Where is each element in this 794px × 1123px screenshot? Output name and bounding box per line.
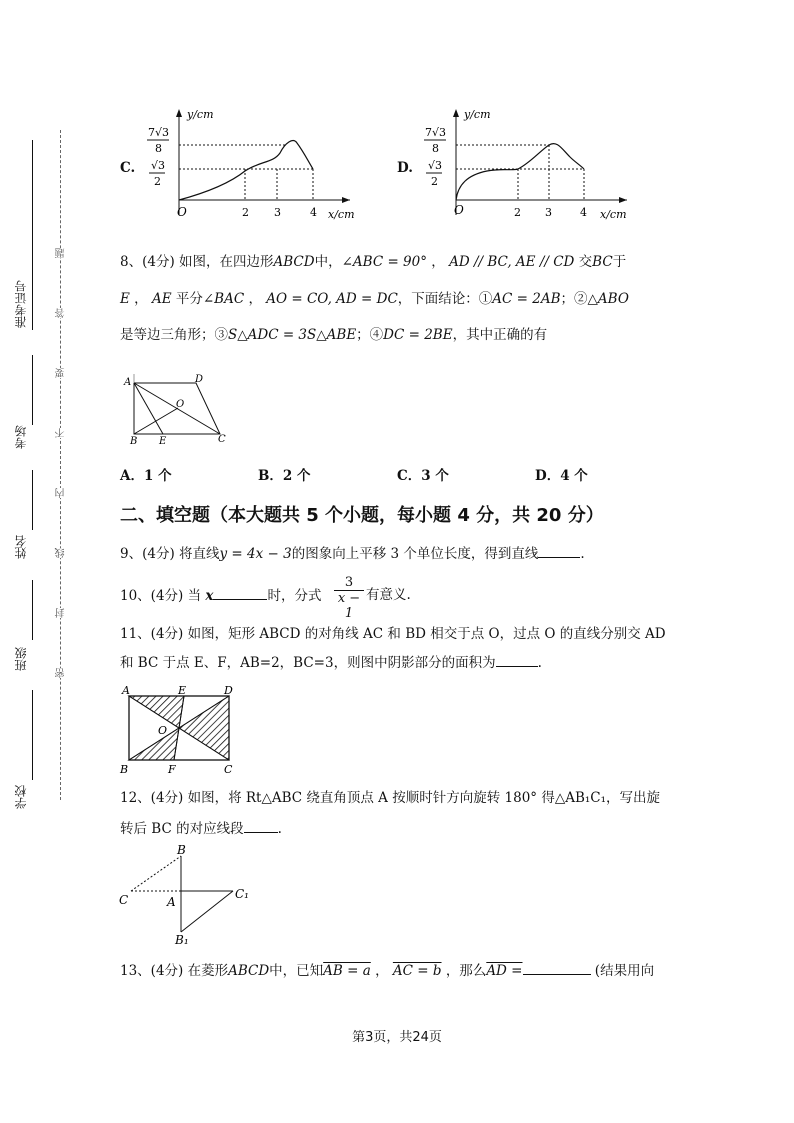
answer-blank[interactable]: [213, 585, 267, 600]
q10-math: x: [205, 588, 214, 604]
q8-math: ∠ABC = 90°: [341, 254, 427, 270]
q9-text: 的图象向上平移 3 个单位长度，得到直线: [291, 546, 539, 562]
q8-text: ，其中正确的有: [452, 327, 548, 343]
pt-label: B₁: [175, 933, 189, 947]
y-top-den: 8: [155, 142, 162, 155]
option-c-letter: C.: [120, 160, 136, 176]
q13-text: (结果用向: [594, 963, 655, 979]
q8-option-c: C．3 个: [397, 468, 449, 484]
q8-text: ；②: [560, 291, 588, 307]
q8-math: DC = 2BE: [383, 327, 453, 343]
sidebar-line: [32, 355, 33, 425]
q9-math: y = 4x − 3: [219, 546, 292, 562]
y-arrow: [176, 109, 182, 117]
y-mid-num: √3: [151, 159, 166, 172]
y-mid-num: √3: [428, 159, 443, 172]
q8-text: 中，: [314, 254, 342, 270]
sidebar-line: [32, 580, 33, 640]
pt-label: O: [158, 724, 168, 737]
q11-figure: [118, 684, 243, 776]
q12-line1: 12、(4分) 如图，将 Rt△ABC 绕直角顶点 A 按顺时针方向旋转 180° 得△AB₁C₁，写出旋: [120, 790, 661, 806]
q8-option-a: A．1 个: [120, 468, 172, 484]
q8-math: AE: [151, 291, 172, 307]
seal-char: 封: [56, 608, 67, 618]
seal-char: 不: [56, 428, 67, 438]
q11-line2: [120, 652, 542, 673]
q8-math: E: [120, 291, 130, 307]
x-arrow: [342, 197, 350, 203]
q8-line2: E ， AE 平分∠BAC ， AO = CO, AD = DC，下面结论：①AC = 2AB；②△ABO: [120, 291, 629, 307]
label-name: 姓名: [14, 535, 28, 559]
pt-label: C₁: [235, 887, 249, 901]
fraction-den: x − 1: [334, 590, 364, 621]
answer-blank[interactable]: [538, 543, 580, 558]
fraction-num: 3: [344, 575, 354, 590]
sidebar-line: [32, 690, 33, 780]
q9-text: 9、(4分) 将直线: [120, 546, 220, 562]
y-arrow: [453, 109, 459, 117]
pt-label: D: [195, 374, 204, 385]
label-exam-number: 准考证号: [14, 280, 28, 328]
tick-label: 4: [580, 206, 587, 219]
segment-cb: [131, 856, 181, 891]
curve: [179, 141, 313, 200]
y-label: y/cm: [187, 108, 214, 121]
origin-label: O: [177, 205, 187, 219]
q11-text: .: [537, 655, 542, 671]
q8-math: AD // BC, AE // CD: [449, 254, 575, 270]
label-exam-room: 考场: [14, 425, 28, 449]
seal-char: 内: [56, 488, 67, 498]
q10-text: 时，分式: [267, 588, 322, 604]
seal-char: 线: [56, 548, 67, 558]
pt-label: E: [159, 436, 167, 447]
q8-math: AC = 2AB: [492, 291, 561, 307]
graph-d: [412, 105, 642, 225]
segment-ae: [134, 383, 163, 434]
q13-vector: AB = a: [323, 963, 371, 979]
answer-blank[interactable]: [244, 818, 278, 833]
q13-text: ，: [375, 963, 389, 979]
q9: [120, 543, 585, 564]
sidebar-line: [32, 470, 33, 530]
q13-vector: AD =: [486, 963, 523, 979]
q8-line1: 8、(4分) 如图，在四边形ABCD中，∠ABC = 90° ， AD // BC, AE // CD 交BC于: [120, 254, 627, 270]
pt-label: B: [120, 763, 129, 776]
x-label: x/cm: [328, 208, 355, 221]
pt-label: F: [168, 763, 176, 776]
q8-figure: [118, 372, 238, 447]
q11-line1: 11、(4分) 如图，矩形 ABCD 的对角线 AC 和 BD 相交于点 O，过点 O 的直线分别交 AD: [120, 626, 666, 642]
q10: [120, 585, 321, 606]
sidebar-line: [32, 140, 33, 330]
pt-label: C: [224, 763, 233, 776]
segment-c1b1: [181, 891, 233, 932]
q8-math: △ABO: [587, 291, 629, 307]
q9-text: .: [580, 546, 585, 562]
answer-blank[interactable]: [496, 652, 538, 667]
q8-text: 是等边三角形；③: [120, 327, 228, 343]
q8-text: ；④: [356, 327, 384, 343]
q11-text: 和 BC 于点 E、F，AB=2，BC=3，则图中阴影部分的面积为: [120, 655, 496, 671]
pt-label: A: [167, 895, 176, 909]
q8-math: ∠BAC: [202, 291, 245, 307]
q8-text: 8、(4分) 如图，在四边形: [120, 254, 274, 270]
pt-label: B: [177, 843, 186, 857]
tick-label: 3: [274, 206, 281, 219]
q13-text: ，那么: [445, 963, 487, 979]
pt-label: C: [119, 893, 129, 907]
q8-line3: [120, 325, 547, 345]
q8-text: 交: [578, 254, 593, 270]
q13-text: 中，已知: [269, 963, 324, 979]
shade: [179, 696, 229, 760]
label-school: 学校: [14, 785, 28, 809]
q8-math: AO = CO, AD = DC: [266, 291, 398, 307]
tick-label: 2: [242, 206, 249, 219]
q8-math: S△ADC = 3S△ABE: [228, 327, 357, 343]
segment-bo: [134, 408, 178, 434]
q12-line2: [120, 818, 282, 839]
seal-char: 题: [56, 248, 67, 258]
q10-text: 10、(4分) 当: [120, 588, 202, 604]
tick-label: 4: [310, 206, 317, 219]
pt-label: A: [124, 377, 132, 388]
q13-vector: AC = b: [392, 963, 442, 979]
q12-text: .: [277, 821, 282, 837]
q8-option-b: B．2 个: [258, 468, 311, 484]
q8-text: 平分: [175, 291, 203, 307]
answer-blank[interactable]: [523, 960, 591, 975]
x-label: x/cm: [600, 208, 627, 221]
x-arrow: [619, 197, 627, 203]
q8-text: ，下面结论：①: [397, 291, 493, 307]
q13-math: ABCD: [228, 963, 270, 979]
pt-label: C: [218, 434, 226, 445]
tick-label: 2: [514, 206, 521, 219]
y-label: y/cm: [464, 108, 491, 121]
seal-char: 要: [56, 368, 67, 378]
seal-line: [60, 130, 61, 800]
tick-label: 3: [545, 206, 552, 219]
y-top-den: 8: [432, 142, 439, 155]
q8-text: 于: [612, 254, 627, 270]
q8-option-d: D．4 个: [535, 468, 588, 484]
seal-char: 答: [56, 308, 67, 318]
curve: [456, 144, 584, 200]
y-top-num: 7√3: [425, 126, 447, 139]
q12-figure: [115, 840, 265, 950]
q10-end: 有意义.: [366, 587, 411, 603]
pt-label: A: [122, 684, 130, 697]
q13-text: 13、(4分) 在菱形: [120, 963, 229, 979]
fraction: [334, 575, 364, 621]
q12-text: 转后 BC 的对应线段: [120, 821, 244, 837]
q8-math: BC: [592, 254, 613, 270]
pt-label: E: [178, 684, 187, 697]
y-top-num: 7√3: [148, 126, 170, 139]
graph-c: [135, 105, 365, 225]
pt-label: B: [130, 436, 138, 447]
y-mid-den: 2: [154, 175, 161, 188]
pt-label: O: [176, 399, 185, 410]
section-title: 二、填空题（本大题共 5 个小题，每小题 4 分，共 20 分）: [120, 505, 604, 526]
option-d-letter: D.: [397, 160, 413, 176]
pt-label: D: [224, 684, 233, 697]
label-class: 班级: [14, 647, 28, 671]
q13: [120, 960, 654, 981]
page-footer: 第3页，共24页: [352, 1030, 442, 1045]
origin-label: O: [454, 203, 464, 217]
seal-char: 密: [56, 668, 67, 678]
y-mid-den: 2: [431, 175, 438, 188]
q8-math: ABCD: [273, 254, 315, 270]
